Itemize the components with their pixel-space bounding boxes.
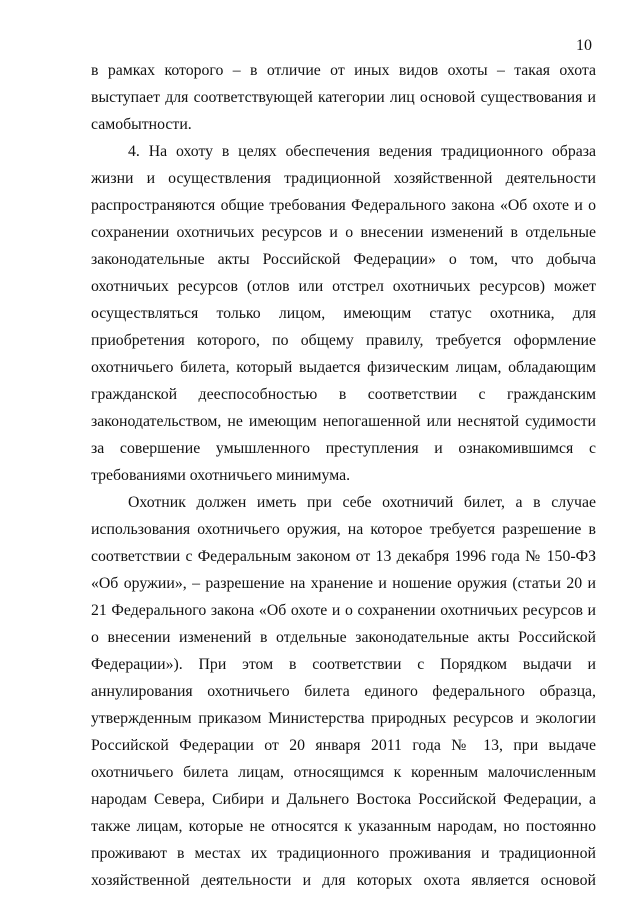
text-line: 4. На охоту в целях обеспечения ведения традиционного образа (128, 143, 596, 160)
text-line: Охотник должен иметь при себе охотничий билет, а в случае (128, 494, 596, 511)
text-line: «Об оружии», – разрешение на хранение и ношение оружия (статьи 20 и (91, 575, 596, 592)
text-line: утвержденным приказом Министерства природных ресурсов и экологии (91, 710, 596, 727)
text-line: осуществляться только лицом, имеющим статус охотника, для (91, 305, 596, 322)
text-line: хозяйственной деятельности и для которых охота является основой (91, 872, 596, 889)
text-line: народам Севера, Сибири и Дальнего Востока Российской Федерации, а (91, 791, 596, 808)
text-line: соответствии с Федеральным законом от 13 декабря 1996 года № 150-ФЗ (91, 548, 596, 565)
text-line: 21 Федерального закона «Об охоте и о сохранении охотничьих ресурсов и (91, 602, 596, 619)
text-line: также лицам, которые не относятся к указанным народам, но постоянно (91, 818, 596, 835)
text-line: охотничьих ресурсов (отлов или отстрел охотничьих ресурсов) может (91, 278, 596, 295)
text-line: охотничьего билета, который выдается физическим лицам, обладающим (91, 359, 596, 376)
text-line: самобытности. (91, 116, 192, 133)
text-line: Федерации»). При этом в соответствии с Порядком выдачи и (91, 656, 596, 673)
text-line: распространяются общие требования Федерального закона «Об охоте и о (91, 197, 596, 214)
text-line: Российской Федерации от 20 января 2011 года № 13, при выдаче (91, 737, 596, 754)
text-line: выступает для соответствующей категории лиц основой существования и (91, 89, 596, 106)
text-line: законодательством, не имеющим непогашенной или неснятой судимости (91, 413, 596, 430)
text-line: использования охотничьего оружия, на которое требуется разрешение в (91, 521, 596, 538)
text-line: законодательные акты Российской Федерации» о том, что добыча (91, 251, 596, 268)
text-line: охотничьего билета лицам, относящимся к коренным малочисленным (91, 764, 596, 781)
text-line: жизни и осуществления традиционной хозяйственной деятельности (91, 170, 596, 187)
text-line: сохранении охотничьих ресурсов и о внесении изменений в отдельные (91, 224, 596, 241)
text-line: гражданской дееспособностью в соответствии с гражданским (91, 386, 596, 403)
text-line: за совершение умышленного преступления и ознакомившимся с (91, 440, 596, 457)
text-line: приобретения которого, по общему правилу, требуется оформление (91, 332, 596, 349)
text-line: аннулирования охотничьего билета единого федерального образца, (91, 683, 596, 700)
text-line: требованиями охотничьего минимума. (91, 467, 351, 484)
text-line: проживают в местах их традиционного проживания и традиционной (91, 845, 596, 862)
text-line: в рамках которого – в отличие от иных видов охоты – такая охота (91, 62, 596, 79)
text-line: о внесении изменений в отдельные законодательные акты Российской (91, 629, 596, 646)
page-number: 10 (576, 37, 592, 54)
